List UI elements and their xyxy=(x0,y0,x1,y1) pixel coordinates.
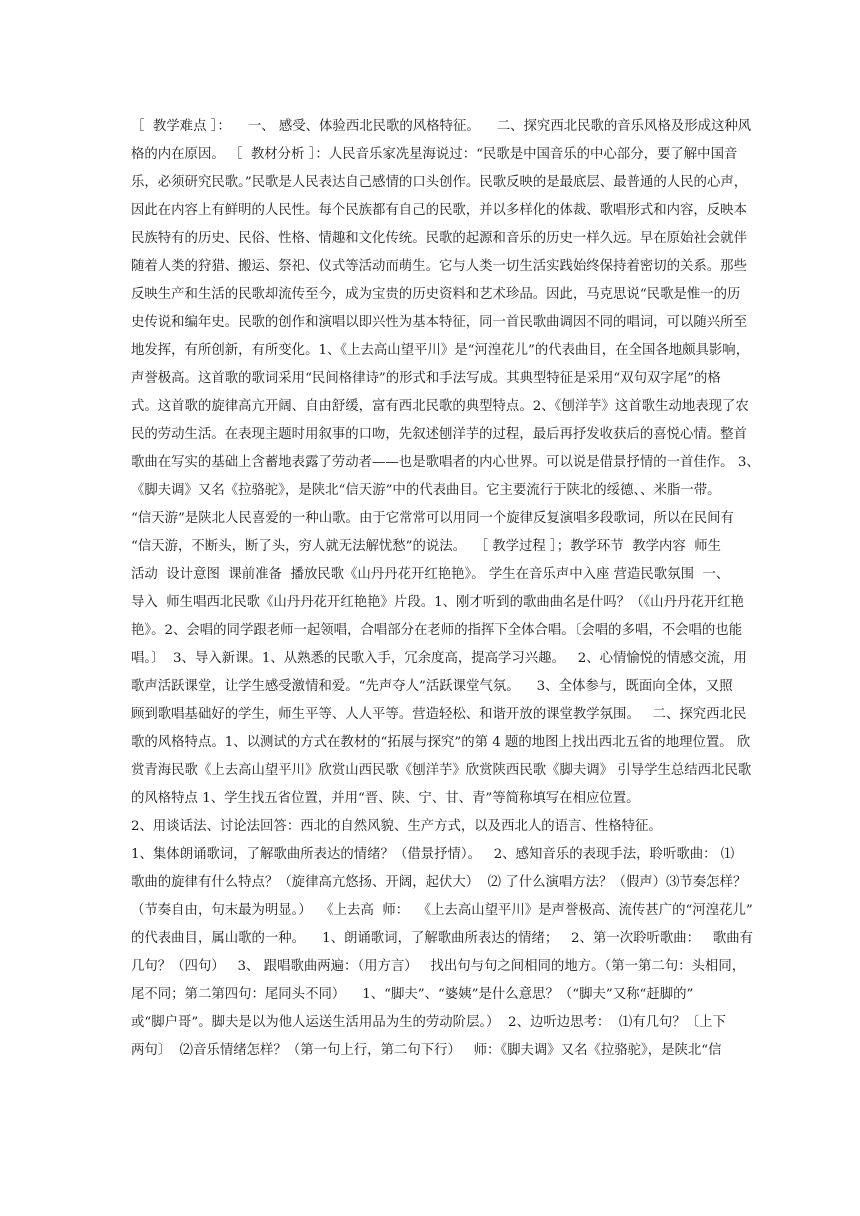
text-line: 赏青海民歌《上去高山望平川》欣赏山西民歌《刨洋芋》欣赏陕西民歌《脚夫调》 引导学生总结西北民歌 xyxy=(131,763,752,778)
text-line: 歌曲的旋律有什么特点？（旋律高亢悠扬、开阔，起伏大） ⑵ 了什么演唱方法？（假声）⑶节奏怎样？ xyxy=(131,875,747,890)
text-line: 地发挥，有所创新，有所变化。1、《上去高山望平川》是“河湟花儿”的代表曲目，在全国各地颇具影响， xyxy=(131,343,750,358)
text-line: 反映生产和生活的民歌却流传至今，成为宝贵的历史资料和艺术珍品。因此，马克思说“民歌是惟一的历 xyxy=(131,287,741,302)
text-line: 的代表曲目，属山歌的一种。 1、朗诵歌词，了解歌曲所表达的情绪； 2、第一次聆听歌曲： 歌曲有 xyxy=(131,931,754,946)
text-line: 歌声活跃课堂，让学生感受激情和爱。“先声夺人”活跃课堂气氛。 3、全体参与，既面向全体，又照 xyxy=(131,679,733,694)
text-line: 格的内在原因。 ［ 教材分析 ］：人民音乐家冼星海说过：“民歌是中国音乐的中心部分，要了解中国音 xyxy=(131,147,738,162)
text-line: 《脚夫调》又名《拉骆驼》，是陕北“信天游”中的代表曲目。它主要流行于陕北的绥德、、米脂一带。 xyxy=(131,483,721,498)
text-line: 式。这首歌的旋律高亢开阔、自由舒缓，富有西北民歌的典型特点。2、《刨洋芋》这首歌生动地表现了农 xyxy=(131,399,749,414)
text-line: 史传说和编年史。民歌的创作和演唱以即兴性为基本特征，同一首民歌曲调因不同的唱词，可以随兴所至 xyxy=(131,315,747,330)
text-line: 歌曲在写实的基础上含蓄地表露了劳动者——也是歌唱者的内心世界。可以说是借景抒情的一首佳作。 3、 xyxy=(131,455,760,470)
text-line: 两句〕 ⑵音乐情绪怎样？（第一句上行，第二句下行） 师：《脚夫调》又名《拉骆驼》，是陕北“信 xyxy=(131,1043,722,1058)
text-line: 导入 师生唱西北民歌《山丹丹花开红艳艳》片段。1、刚才听到的歌曲曲名是什吗？（《山丹丹花开红艳 xyxy=(131,595,744,610)
text-line: （节奏自由，句末最为明显。） 《上去高 师： 《上去高山望平川》是声誉极高、流传甚广的“河湟花儿” xyxy=(131,903,753,918)
text-line: “信天游”是陕北人民喜爱的一种山歌。由于它常常可以用同一个旋律反复演唱多段歌词，所以在民间有 xyxy=(131,511,734,526)
text-line: 歌的风格特点。1、以测试的方式在教材的“拓展与探究”的第 4 题的地图上找出西北五省的地理位置。 欣 xyxy=(131,735,751,750)
text-line: 2、用谈话法、讨论法回答：西北的自然风貌、生产方式，以及西北人的语言、性格特征。 xyxy=(131,819,662,834)
text-line: 民族特有的历史、民俗、性格、情趣和文化传统。民歌的起源和音乐的历史一样久远。早在原始社会就伴 xyxy=(131,231,747,246)
text-line: 唱。〕 3、导入新课。1、从熟悉的民歌入手，冗余度高，提高学习兴趣。 2、心情愉悦的情感交流，用 xyxy=(131,651,747,666)
text-line: 乐，必须研究民歌。”民歌是人民表达自己感情的口头创作。民歌反映的是最底层、最普通的人民的心声， xyxy=(131,175,748,190)
text-line: “信天游，不断头，断了头，穷人就无法解忧愁”的说法。 ［ 教学过程 ］；教学环节 教学内容 师生 xyxy=(131,539,722,554)
text-line: ［ 教学难点 ］： 一、 感受、体验西北民歌的风格特征。 二、探究西北民歌的音乐风格及形成这种风 xyxy=(131,119,752,134)
text-line: 1、集体朗诵歌词，了解歌曲所表达的情绪？（借景抒情）。 2、感知音乐的表现手法，聆听歌曲： ⑴ xyxy=(131,847,735,862)
text-line: 的风格特点 1、学生找五省位置，并用“晋、陕、宁、甘、青”等简称填写在相应位置。 xyxy=(131,791,640,806)
text-line: 活动 设计意图 课前准备 播放民歌《山丹丹花开红艳艳》。 学生在音乐声中入座 营造民歌氛围 一、 xyxy=(131,567,730,582)
text-line: 艳》。2、会唱的同学跟老师一起领唱，合唱部分在老师的指挥下全体合唱。〔会唱的多唱，不会唱的也能 xyxy=(131,623,743,638)
text-line: 随着人类的狩猎、搬运、祭祀、仪式等活动而萌生。它与人类一切生活实践始终保持着密切的关系。那些 xyxy=(131,259,747,274)
text-line: 声誉极高。这首歌的歌词采用“民间格律诗”的形式和手法写成。其典型特征是采用“双句双字尾”的格 xyxy=(131,371,721,386)
text-line: 民的劳动生活。在表现主题时用叙事的口吻，先叙述刨洋芋的过程，最后再抒发收获后的喜悦心情。整首 xyxy=(131,427,747,442)
text-line: 因此在内容上有鲜明的人民性。每个民族都有自己的民歌，并以多样化的体裁、歌唱形式和内容，反映本 xyxy=(131,203,747,218)
text-line: 或“脚户哥”。脚夫是以为他人运送生活用品为生的劳动阶层。） 2、边听边思考： ⑴有几句？〔上下 xyxy=(131,1015,726,1030)
text-line: 顾到歌唱基础好的学生，师生平等、人人平等。营造轻松、和谐开放的课堂教学氛围。 二、探究西北民 xyxy=(131,707,747,722)
text-line: 几句？（四句） 3、 跟唱歌曲两遍：（用方言） 找出句与句之间相同的地方。（第一第二句：头相同， xyxy=(131,959,746,974)
text-line: 尾不同；第二第四句：尾同头不同） 1、“脚夫”、“婆姨”是什么意思？（“脚夫”又称“赶脚的” xyxy=(131,987,694,1002)
